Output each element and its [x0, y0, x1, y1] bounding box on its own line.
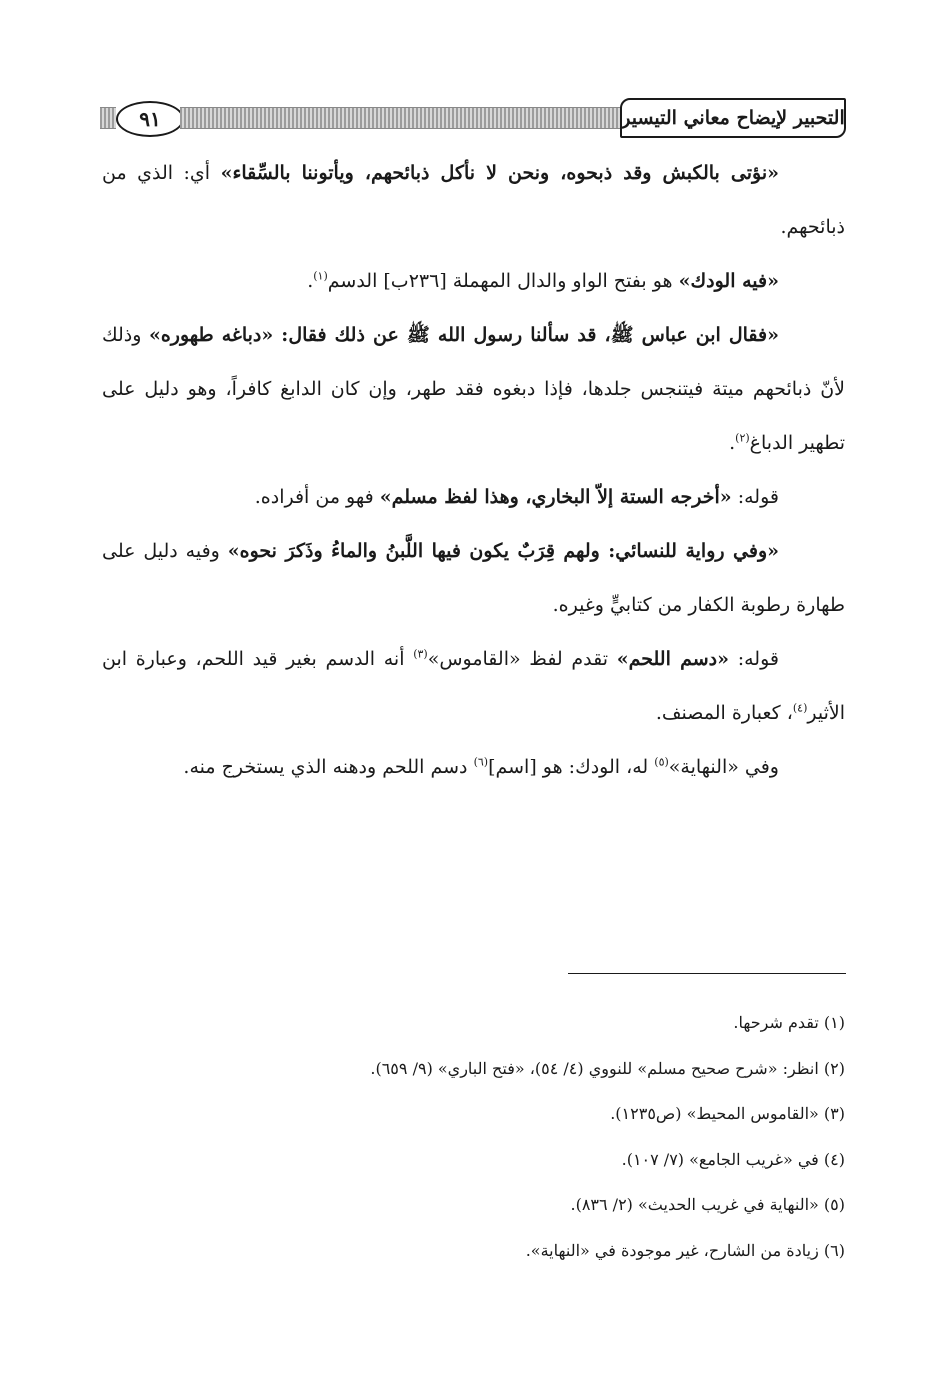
footnote: (٤) في «غريب الجامع» (٧/ ١٠٧).	[621, 1149, 845, 1169]
page-header	[100, 98, 846, 138]
commentary: قوله:	[729, 648, 779, 670]
commentary: دسم اللحم ودهنه الذي يستخرج منه.	[183, 756, 474, 778]
book-title: التحبير لإيضاح معاني التيسير	[620, 98, 846, 138]
footnote-marker: (٣)	[413, 647, 428, 661]
footnote: (٦) زيادة من الشارح، غير موجودة في «النهاية».	[525, 1240, 845, 1260]
hadith-quote: «نؤتى بالكبش وقد ذبحوه، ونحن لا نأكل ذبائحهم، ويأتوننا بالسِّقاء»	[220, 162, 779, 184]
paragraph	[102, 146, 845, 254]
footnote-divider	[568, 973, 846, 974]
hadith-quote: «فيه الودك»	[678, 270, 779, 292]
hadith-quote: «وفي رواية للنسائي: ولهم قِرَبٌ يكون فيها اللَّبنُ والماءُ وذَكرَ نحوه»	[227, 540, 780, 562]
paragraph	[102, 632, 845, 740]
page-number: ٩١	[116, 101, 184, 137]
footnote-marker: (٦)	[473, 755, 489, 769]
paragraph	[102, 254, 845, 308]
commentary: أي: الذي من ذبائحهم.	[102, 162, 845, 238]
commentary: .	[729, 432, 736, 454]
commentary: أنه الدسم بغير قيد اللحم، وعبارة ابن الأثير	[102, 648, 845, 724]
hadith-quote: «أخرجه الستة إلاّ البخاري، وهذا لفظ مسلم»	[379, 486, 732, 508]
footnote-marker: (٤)	[792, 701, 808, 715]
hadith-quote: «فقال ابن عباس ﷺ، قد سألنا رسول الله ﷺ عن ذلك فقال: «دباغه طهوره»	[148, 324, 779, 346]
hadith-quote: «دسم اللحم»	[616, 648, 730, 670]
paragraph	[102, 524, 845, 632]
footnote-marker: (١)	[313, 269, 328, 283]
paragraph	[102, 740, 845, 794]
footnote-marker: (٢)	[735, 431, 750, 445]
commentary: وفيه دليل على طهارة رطوبة الكفار من كتابيٍّ وغيره.	[102, 540, 845, 616]
paragraph	[102, 308, 845, 470]
main-text	[102, 146, 845, 794]
header-ornament-band	[180, 107, 626, 129]
paragraph	[102, 470, 845, 524]
commentary: .	[307, 270, 314, 292]
commentary: ، كعبارة المصنف.	[655, 702, 793, 724]
footnote: (٢) انظر: «شرح صحيح مسلم» للنووي (٤/ ٥٤)، «فتح الباري» (٩/ ٦٥٩).	[370, 1058, 845, 1078]
commentary: قوله:	[731, 486, 779, 508]
footnote: (٥) «النهاية في غريب الحديث» (٢/ ٨٣٦).	[570, 1195, 845, 1214]
commentary: وفي «النهاية»	[668, 756, 779, 778]
commentary: هو بفتح الواو والدال المهملة [٢٣٦ب] الدسم	[327, 270, 679, 292]
footnotes	[102, 1000, 845, 1273]
commentary: وذلك لأنّ ذبائحهم ميتة فيتنجس جلدها، فإذا دبغوه فقد طهر، وإن كان الدابغ كافراً، وهو دليل على تطهير الدباغ	[102, 324, 845, 454]
footnote-marker: (٥)	[654, 755, 669, 769]
commentary: فهو من أفراده.	[254, 486, 380, 508]
commentary: له، الودك: هو [اسم]	[488, 756, 655, 778]
footnote: (١) تقدم شرحها.	[733, 1013, 845, 1032]
commentary: تقدم لفظ «القاموس»	[427, 648, 617, 670]
footnote: (٣) «القاموس المحيط» (ص١٢٣٥).	[610, 1104, 845, 1123]
header-ornament-band	[100, 107, 116, 129]
